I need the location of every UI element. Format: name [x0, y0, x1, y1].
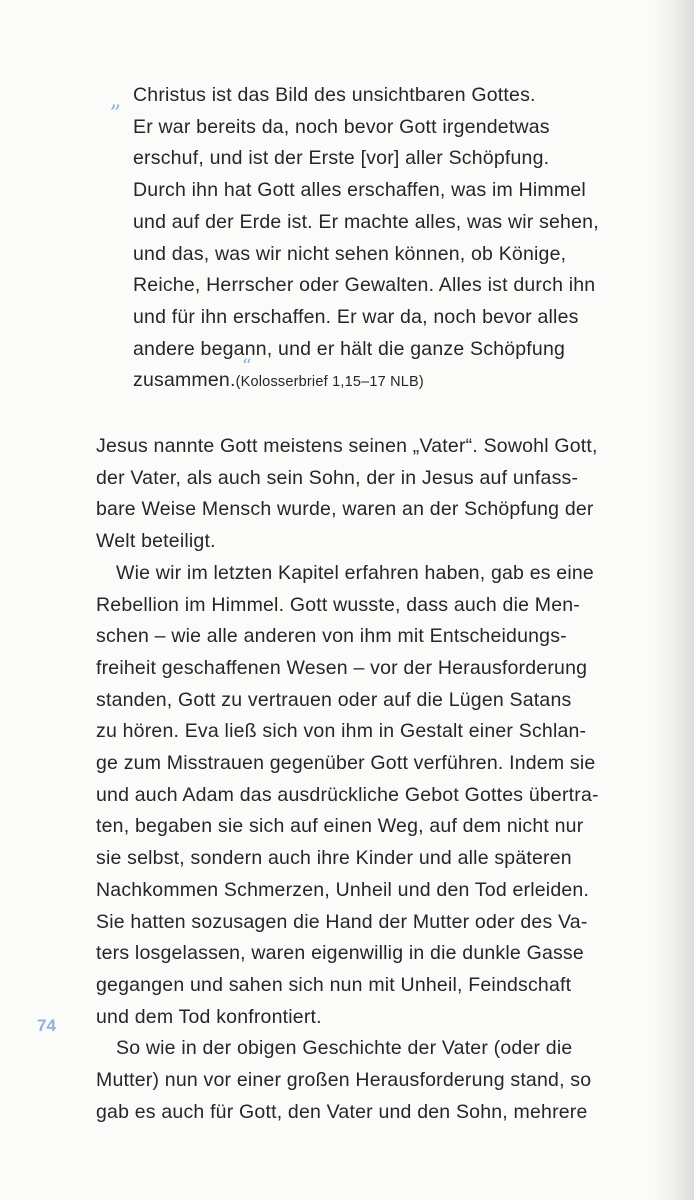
paragraph-2: Wie wir im letzten Kapitel erfahren haben, gab es eine Rebellion im Himmel. Gott wusste, dass auch die Men- schen – wie alle anderen von ihm mit Entscheidungs- freiheit geschaffenen Wesen – vor der Herausforderung standen, Gott zu vertrauen oder auf die Lügen Satans zu hören. Eva ließ sich von ihm in Gestalt einer Schlan- ge zum Misstrauen gegenüber Gott verführen. Indem sie und auch Adam das ausdrückliche Gebot Gottes übertra- ten, begaben sie sich auf einen Weg, auf dem nicht nur sie selbst, sondern auch ihre Kinder und alle späteren Nachkommen Schmerzen, Unheil und den Tod erleiden. Sie hatten sozusagen die Hand der Mutter oder des Va- ters losgelassen, waren eigenwillig in die dunkle Gasse gegangen und sahen sich nun mit Unheil, Feindschaft und dem Tod konfrontiert. — [96, 561, 599, 1028]
opening-quote-mark: „ — [110, 88, 122, 113]
quote-reference: (Kolosserbrief 1,15–17 NLB) — [235, 374, 424, 391]
body-text — [96, 431, 652, 1128]
quote-text: Christus ist das Bild des unsichtbaren Gottes. Er war bereits da, noch bevor Gott irgendetwas erschuf, und ist der Erste [vor] aller Schöpfung. Durch ihn hat Gott alles erschaffen, was im Himmel und auf der Erde ist. Er machte alles, was wir sehen, und das, was wir nicht sehen können, ob Könige, Reiche, Herrscher oder Gewalten. Alles ist durch ihn und für ihn erschaffen. Er war da, noch bevor alles andere begann, und er hält die ganze Schöpfung zusammen. — [133, 84, 599, 392]
closing-quote-mark: “ — [241, 354, 253, 379]
paragraph-1: Jesus nannte Gott meistens seinen „Vater“. Sowohl Gott, der Vater, als auch sein Sohn, der in Jesus auf unfass- bare Weise Mensch wurde, waren an der Schöpfung der Welt beteiligt. — [96, 435, 598, 553]
paragraph-3: So wie in der obigen Geschichte der Vater (oder die Mutter) nun vor einer großen Herausforderung stand, so gab es auch für Gott, den Vater und den Sohn, mehrere — [96, 1037, 592, 1123]
quote-block — [133, 80, 653, 399]
page-edge-shadow — [652, 0, 694, 1200]
bible-quote — [133, 80, 653, 399]
page-number: 74 — [37, 1016, 56, 1035]
